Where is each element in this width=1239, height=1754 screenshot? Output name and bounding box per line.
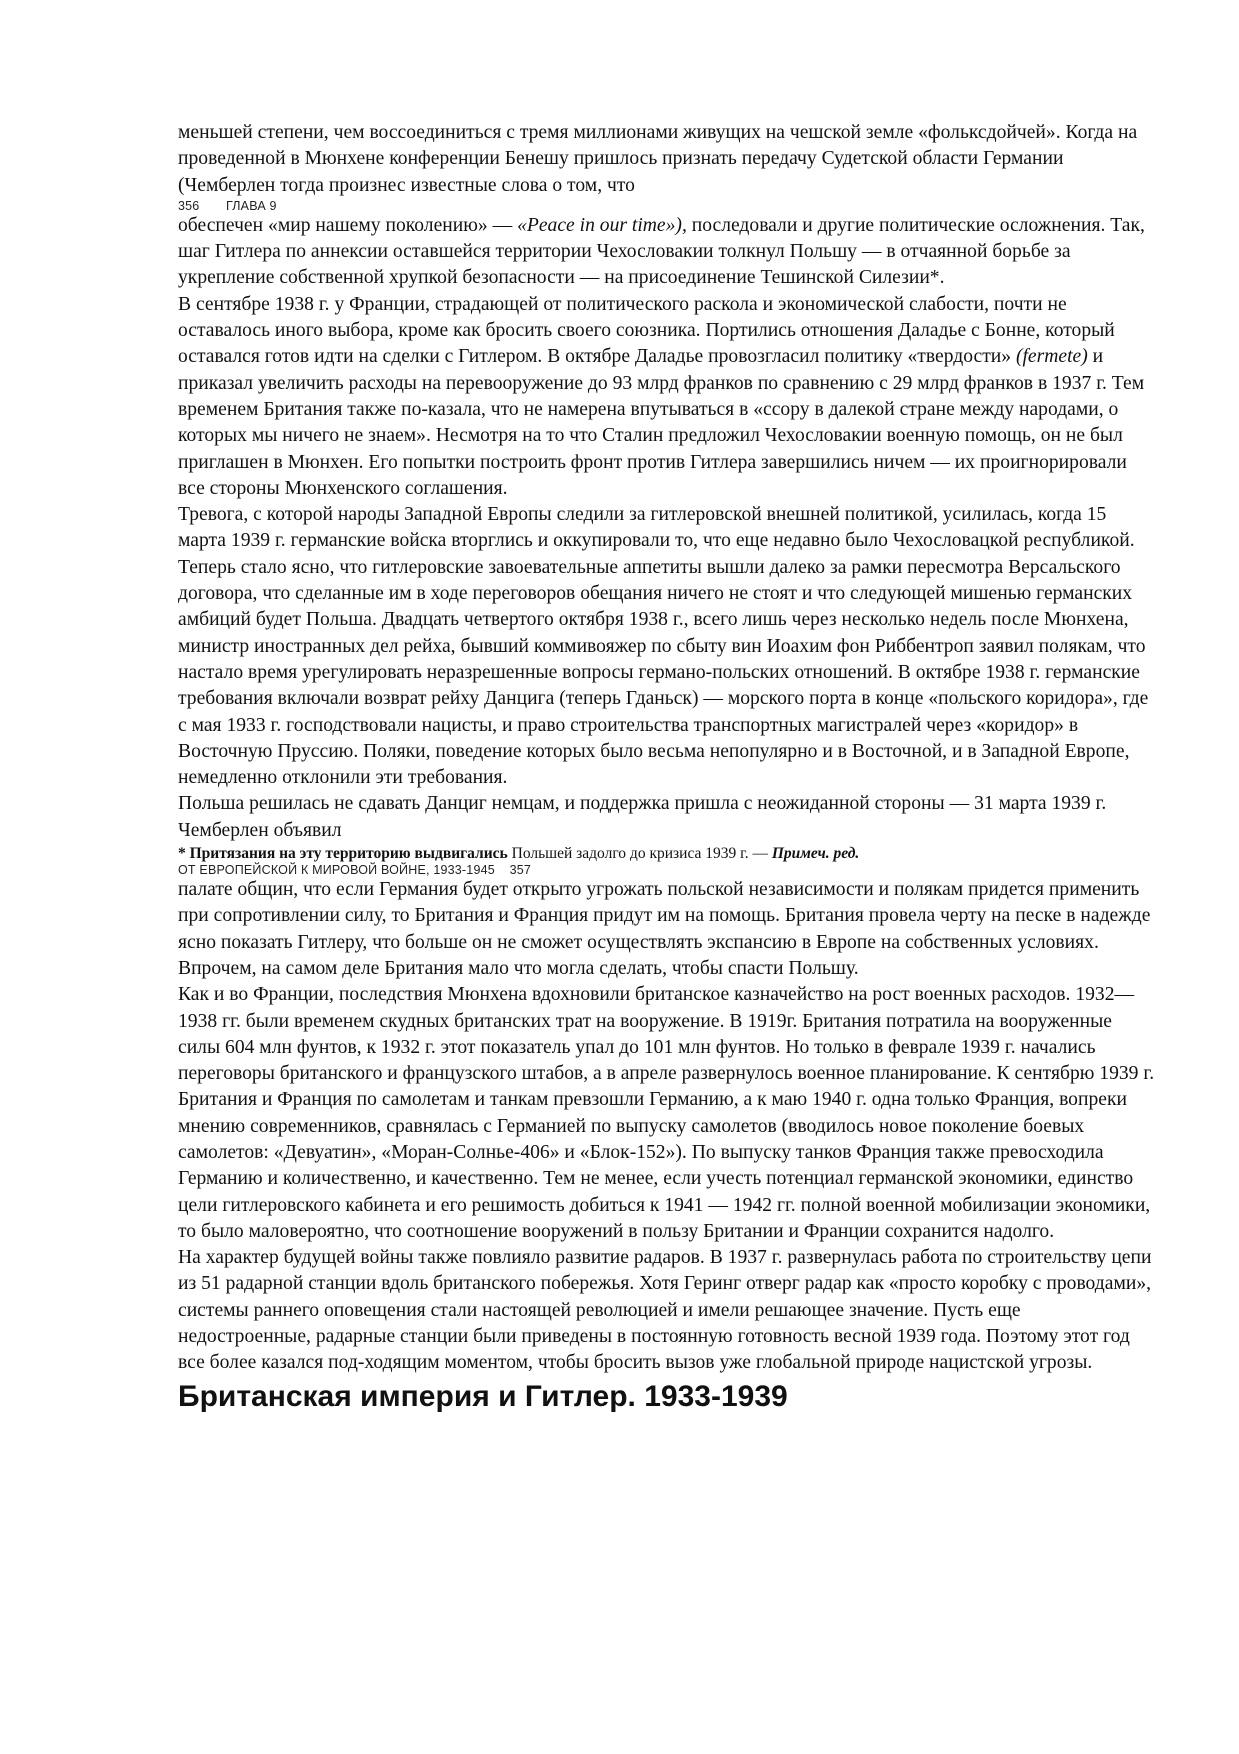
paragraph-8: На характер будущей войны также повлияло развитие радаров. В 1937 г. развернулась работа по строительству цепи из 51 радарной станции вдоль британского побережья. Хотя Геринг отверг радар как «просто коробку с проводами», системы раннего оповещения стали настоящей революцией и имели решающее значение. Пусть еще недостроенные, радарные станции были приведены в постоянную готовность весной 1939 года. Поэтому этот год все более казался под-ходящим моментом, чтобы бросить вызов уже глобальной природе нацистской угрозы. — [178, 1247, 1152, 1374]
paragraph-2-italic: «Peace in our time»), — [517, 214, 687, 236]
paragraph-7: Как и во Франции, последствия Мюнхена вдохновили британское казначейство на рост военных расходов. 1932—1938 гг. были временем скудных британских трат на вооружение. В 1919г. Британия потратила на вооруженные силы 604 млн фунтов, к 1932 г. этот показатель упал до 101 млн фунтов. Но только в феврале 1939 г. начались переговоры британского и французского штабов, а в апреле развернулось военное планирование. К сентябрю 1939 г. Британия и Франция по самолетам и танкам превзошли Германию, а к маю 1940 г. одна только Франция, вопреки мнению современников, сравнялась с Германией по выпуску самолетов (вводилось новое поколение боевых самолетов: «Девуатин», «Моран-Солнье-406» и «Блок-152»). По выпуску танков Франция также превосходила Германию и количественно, и качественно. Тем не менее, если учесть потенциал германской экономики, единство цели гитлеровского кабинета и его решимость добиться к 1941 — 1942 гг. полной военной мобилизации экономики, то было маловероятно, что соотношение вооружений в пользу Британии и Франции сохранится надолго. — [178, 984, 1155, 1242]
paragraph-4: Тревога, с которой народы Западной Европы следили за гитлеровской внешней политикой, усилилась, когда 15 марта 1939 г. германские войска вторглись и оккупировали то, что еще недавно было Чехословацкой республикой. Теперь стало ясно, что гитлеровские завоевательные аппетиты вышли далеко за рамки пересмотра Версальского договора, что сделанные им в ходе переговоров обещания ничего не стоят и что следующей мишенью германских амбиций будет Польша. Двадцать четвертого октября 1938 г., всего лишь через несколько недель после Мюнхена, министр иностранных дел рейха, бывший коммивояжер по сбыту вин Иоахим фон Риббентроп заявил полякам, что настало время урегулировать неразрешенные вопросы германо-польских отношений. В октябре 1938 г. германские требования включали возврат рейху Данцига (теперь Гданьск) — морского порта в конце «польского коридора», где с мая 1933 г. господствовали нацисты, и право строительства транспортных магистралей через «коридор» в Восточную Пруссию. Поляки, поведение которых было весьма непопулярно и в Восточной, и в Западной Европе, немедленно отклонили эти требования. — [178, 504, 1149, 789]
paragraph-3-italic: (fermete) — [1015, 346, 1088, 368]
footnote-text: Польшей задолго до кризиса 1939 г. — — [507, 845, 772, 863]
paragraph-3 — [178, 292, 1158, 502]
paragraph-2-end: последовали и другие политические осложнения. Так, шаг Гитлера по аннексии оставшейся территории Чехословакии толкнул Польшу — в отчаянной борьбе за укрепление собственной хрупкой безопасности — на присоединение Тешинской Силезии*. — [178, 214, 1145, 289]
document-page — [178, 120, 1158, 1414]
page-number-357: 357 — [509, 863, 532, 878]
paragraph-3-start: В сентябре 1938 г. у Франции, страдающей от политического раскола и экономической слабости, почти не оставалось иного выбора, кроме как бросить своего союзника. Портились отношения Даладье с Бонне, который оставался готов идти на сделки с Гитлером. В октябре Даладье провозгласил политику «твердости» — [178, 293, 1115, 368]
paragraph-1: меньшей степени, чем воссоединиться с тремя миллионами живущих на чешской земле «фольксдойчей». Когда на проведенной в Мюнхене конференции Бенешу пришлось признать передачу Судетской области Германии (Чемберлен тогда произнес известные слова о том, что — [178, 122, 1138, 196]
paragraph-3-end: и приказал увеличить расходы на перевооружение до 93 млрд франков по сравнению с 29 млрд франков в 1937 г. Тем временем Британия также по-казала, что не намерена впутываться в «ссору в далекой стране между народами, о которых мы ничего не знаем». Несмотря на то что Сталин предложил Чехословакии военную помощь, он не был приглашен в Мюнхен. Его попытки построить фронт против Гитлера завершились ничем — их проигнорировали все стороны Мюнхенского соглашения. — [178, 346, 1145, 499]
footnote — [178, 844, 1158, 863]
page-number-356: 356 — [178, 198, 200, 213]
chapter-label: ГЛАВА 9 — [226, 198, 277, 213]
paragraph-6: палате общин, что если Германия будет открыто угрожать польской независимости и полякам придется применить при сопротивлении силу, то Британия и Франция придут им на помощь. Британия провела черту на песке в надежде ясно показать Гитлеру, что больше он не сможет осуществлять экспансию в Европе на собственных условиях. Впрочем, на самом деле Британия мало что могла сделать, чтобы спасти Польшу. — [178, 879, 1151, 979]
footnote-editor-note: Примеч. ред. — [771, 845, 860, 863]
book-title-header: ОТ ЕВРОПЕЙСКОЙ К МИРОВОЙ ВОЙНЕ, 1933-1945 — [178, 863, 495, 878]
running-header-357 — [178, 863, 1158, 877]
paragraph-5: Польша решилась не сдавать Данциг немцам, и поддержка пришла с неожиданной стороны — 31 марта 1939 г. Чемберлен объявил — [178, 793, 1107, 841]
section-heading: Британская империя и Гитлер. 1933-1939 — [178, 1379, 788, 1413]
footnote-lead: * Притязания на эту территорию выдвигались — [178, 845, 508, 863]
paragraph-2-start: обеспечен «мир нашему поколению» — — [178, 214, 518, 236]
paragraph-2 — [178, 213, 1158, 292]
running-header-356 — [178, 199, 1158, 213]
